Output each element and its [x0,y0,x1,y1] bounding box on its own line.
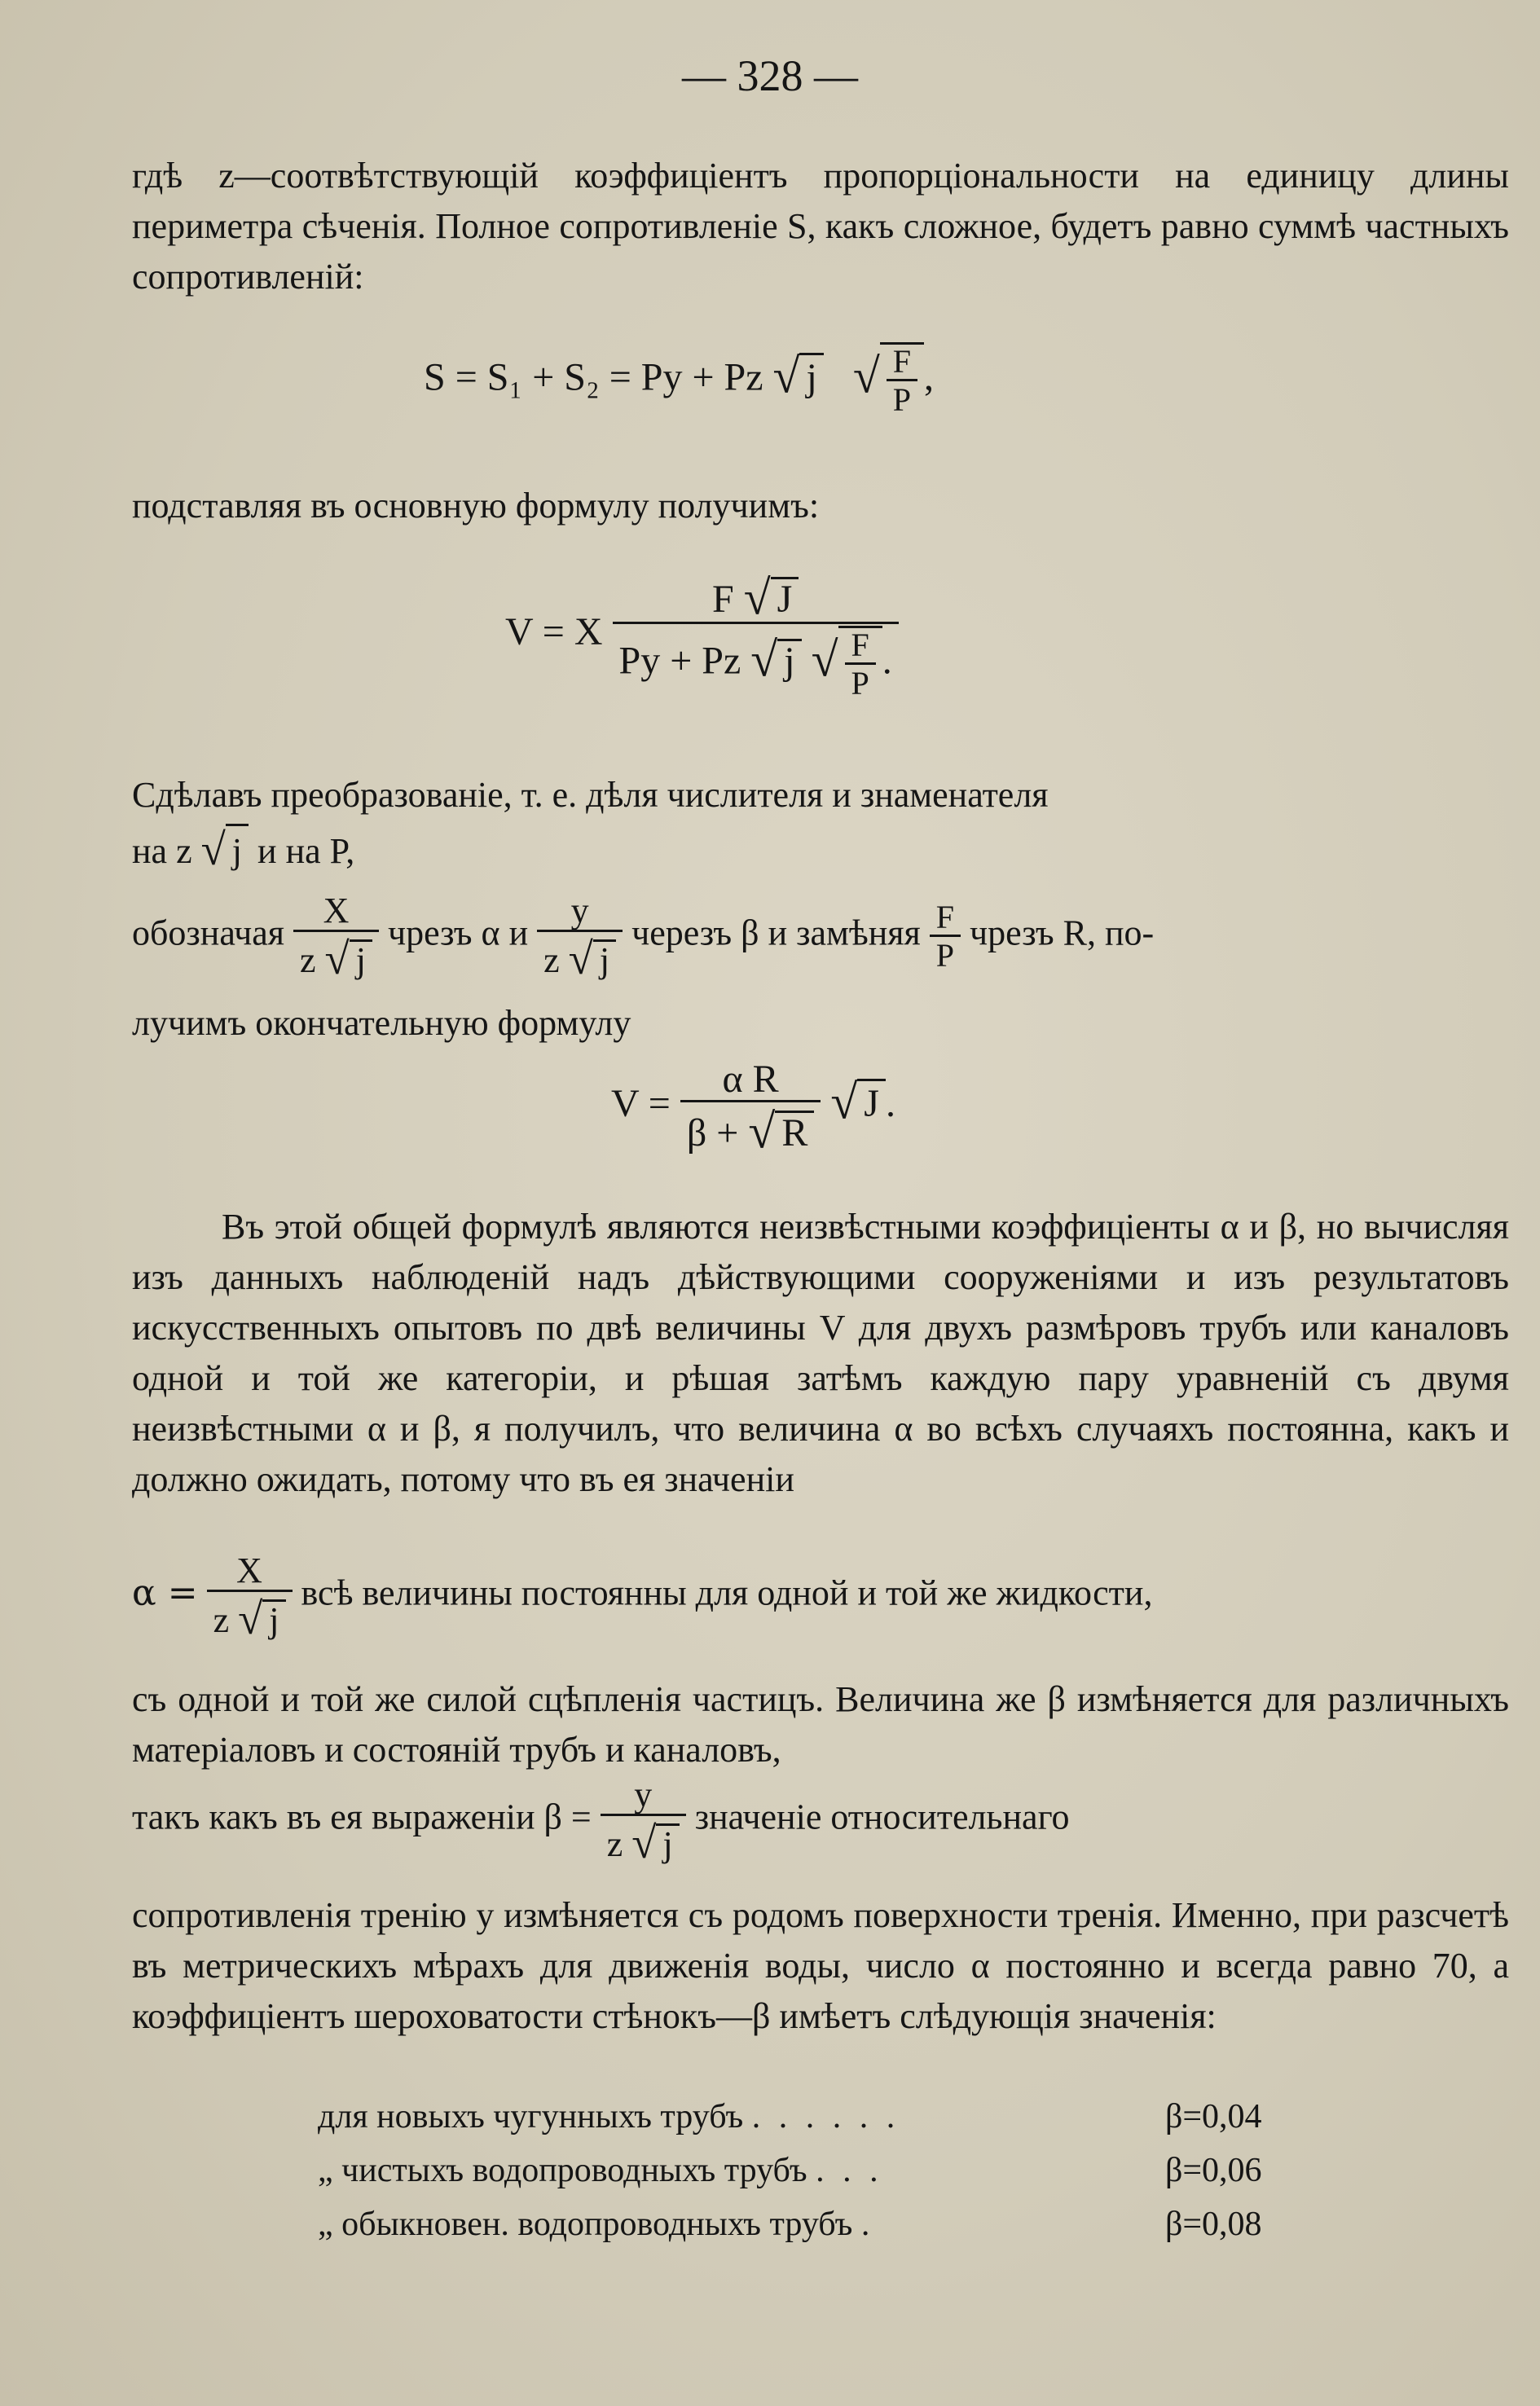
sqrt-j: √ j [325,934,372,981]
beta-values-table [318,2090,1328,2251]
p6-lhs: α = [132,1572,198,1614]
equation-final-formula [611,1058,895,1159]
sqrt-j: √ j [238,1594,285,1641]
p4-w4: чрезъ R, по- [970,913,1155,953]
sqrt-fraction: √ $\frac{F}{P}$ [853,342,924,417]
eq3-trail: . [885,1082,895,1126]
p6-text: всѣ величины постоянны для одной и той же жидкости, [301,1572,1153,1613]
eq2-lhs: V = X [505,610,603,654]
paragraph-3-line2 [132,823,1509,877]
eq2-frac-den: P [845,662,876,701]
row-label: для новыхъ чугунныхъ трубъ [318,2098,744,2135]
equation-velocity-substituted [505,570,899,701]
eq2-frac-num: F [851,627,869,663]
equation-total-resistance [424,342,934,417]
eq2-den-lhs: Py + Pz [618,639,741,683]
sqrt-J: √ J [744,570,799,622]
paragraph-8 [132,1775,1509,1868]
sqrt-R: √ R [748,1104,814,1155]
row-label: „ чистыхъ водопроводныхъ трубъ [318,2152,807,2189]
paragraph-6 [132,1550,1509,1644]
p4-f1-den: z [299,940,316,981]
p3-b: и на P, [257,831,355,871]
row-label: „ обыкновен. водопроводныхъ трубъ [318,2206,853,2243]
p8-root: j [656,1823,679,1863]
paragraph-4 [132,891,1509,984]
eq1-frac-den: P [887,379,917,417]
sqrt-j: √ j [750,632,801,684]
eq3-root-after: J [857,1079,886,1126]
p4-f1-num: X [323,891,350,930]
p4-w2: чрезъ α и [387,913,529,953]
p4-w3: черезъ β и замѣняя [631,913,921,953]
row-value: β=0,08 [1165,2206,1262,2243]
eq1-trail: , [924,355,934,399]
paragraph-1: гдѣ z—соотвѣтствующій коэффиціентъ пропорціональности на единицу длины периметра сѣченія. Полное сопротивленіе S, какъ сложное, будетъ равно суммѣ частныхъ сопротивленій: [132,156,1509,297]
sqrt-fraction: √ $\frac{F}{P}$ [812,626,882,701]
paragraph-9: сопротивленія тренію y измѣняется съ родомъ поверхности тренія. Именно, при разсчетѣ въ метрическихъ мѣрахъ для движенія воды, число α постоянно и всегда равно 70, а коэффиціентъ шероховатости стѣнокъ—β имѣетъ слѣдующія значенія: [132,1895,1509,2036]
p6-root: j [262,1599,285,1639]
p8-num: y [634,1775,653,1814]
sqrt-j: √ j [773,346,824,402]
p8-b: значеніе относительнаго [694,1797,1070,1837]
p4-f1-root: j [350,939,372,979]
eq2-num-root: J [771,577,799,620]
p6-num: X [236,1550,262,1590]
eq1-lhs: S = S₁ + S₂ = Py + Pz [424,355,763,399]
row-dots: . . . [816,2152,883,2189]
page-number: — 328 — [682,51,858,100]
eq3-num: α R [722,1058,779,1101]
paragraph-5: Въ этой общей формулѣ являются неизвѣстными коэффиціенты α и β, но вычисляя изъ данныхъ наблюденій надъ дѣйствующими сооруженіями и изъ результатовъ искусственныхъ опытовъ по двѣ величины V для двухъ размѣровъ трубъ или каналовъ одной и той же категоріи, и рѣшая затѣмъ каждую пару уравненій съ двумя неизвѣстными α и β, я получилъ, что величина α во всѣхъ случаяхъ постоянна, какъ и должно ожидать, потому что въ ея значеніи [132,1207,1509,1499]
paragraph-4-line2: лучимъ окончательную формулу [132,1003,631,1043]
p8-den: z [606,1824,623,1865]
p4-f2-den: z [543,940,560,981]
sqrt-J: √ J [830,1072,886,1128]
eq3-lhs: V = [611,1082,671,1126]
eq1-root: j [799,353,823,400]
table-row [318,2144,1328,2197]
paragraph-3-line1: Сдѣлавъ преобразованіе, т. е. дѣля числителя и знаменателя [132,775,1049,815]
row-value: β=0,06 [1165,2152,1262,2189]
p3-root: j [226,824,249,877]
row-dots: . . . . . . [751,2098,900,2135]
row-dots: . [860,2206,875,2243]
p4-f2-root: j [593,939,616,979]
p4-f3-num: F [935,898,955,935]
sqrt-j: √ j [569,934,616,981]
table-row [318,2090,1328,2144]
row-value: β=0,04 [1165,2098,1262,2135]
table-row [318,2197,1328,2251]
p3-a: на z [132,831,192,871]
eq2-num-F: F [711,578,734,621]
p4-w1: обозначая [132,913,284,953]
eq2-den-root: j [777,639,801,682]
sqrt-j: √ j [201,823,249,877]
eq1-frac-num: F [892,343,911,380]
p8-a: такъ какъ въ ея выраженіи β = [132,1797,592,1837]
p4-f2-num: y [570,891,589,930]
eq3-den-a: β + [686,1111,739,1155]
p6-den: z [213,1600,230,1641]
eq2-trail: . [882,639,892,683]
paragraph-2: подставляя въ основную формулу получимъ: [132,486,820,526]
eq3-den-root: R [775,1111,814,1154]
p4-f3-den: P [930,935,961,973]
paragraph-7: съ одной и той же силой сцѣпленія частицъ. Величина же β измѣняется для различныхъ матеріаловъ и состояній трубъ и каналовъ, [132,1679,1509,1770]
sqrt-j: √ j [631,1818,679,1865]
